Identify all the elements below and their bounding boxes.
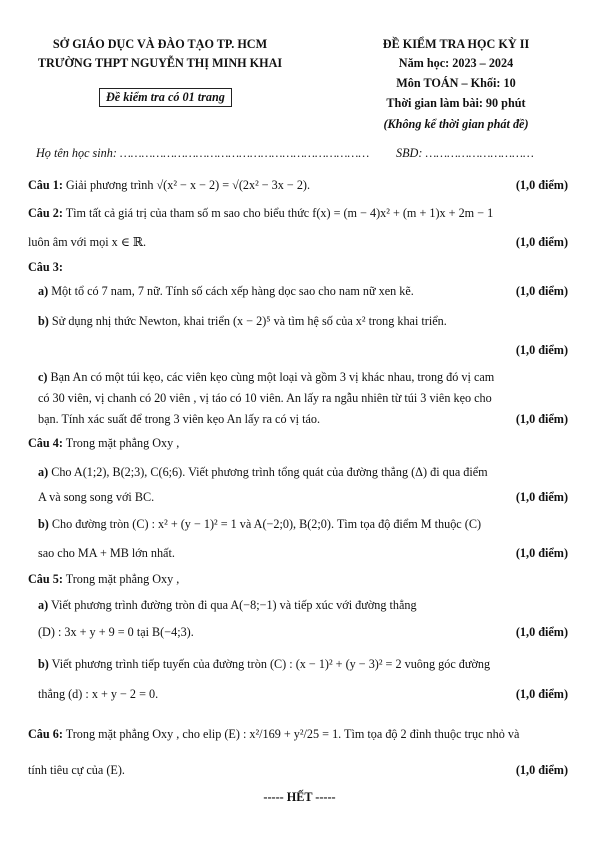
question-intro: Trong mặt phẳng Oxy , xyxy=(65,436,180,450)
part-text-cont: thẳng (d) : x + y − 2 = 0. xyxy=(38,687,159,701)
part-text-cont: (D) : 3x + y + 9 = 0 tại B(−4;3). xyxy=(38,625,194,639)
question-1 xyxy=(28,178,310,193)
score: (1,0 điểm) xyxy=(515,284,568,298)
subject: Môn TOÁN – Khối: 10 xyxy=(396,76,516,90)
question-text: Giải phương trình √(x² − x − 2) = √(2x² − 3x − 2). xyxy=(65,178,311,192)
question-label: Câu 5: xyxy=(28,572,63,586)
score: (1,0 điểm) xyxy=(515,178,568,192)
part-text: Viết phương trình tiếp tuyến của đường tròn (C) : (x − 1)² + (y − 3)² = 2 vuông góc đường xyxy=(51,657,491,671)
score: (1,0 điểm) xyxy=(515,625,568,639)
school-year: Năm học: 2023 – 2024 xyxy=(398,56,514,70)
question-3b xyxy=(38,314,447,329)
question-5a xyxy=(38,598,417,613)
question-label: Câu 6: xyxy=(28,727,63,741)
score: (1,0 điểm) xyxy=(515,235,568,249)
question-4b xyxy=(38,517,481,532)
part-text: Viết phương trình đường tròn đi qua A(−8;−1) và tiếp xúc với đường thẳng xyxy=(50,598,417,612)
part-text: Cho đường tròn (C) : x² + (y − 1)² = 1 và A(−2;0), B(2;0). Tìm tọa độ điểm M thuộc (C) xyxy=(51,517,482,531)
question-4a xyxy=(38,465,488,480)
score: (1,0 điểm) xyxy=(515,763,568,777)
part-text-cont: bạn. Tính xác suất để trong 3 viên kẹo An lấy ra có vị táo. xyxy=(38,412,321,426)
part-text: Sử dụng nhị thức Newton, khai triển (x − 2)⁵ và tìm hệ số của x² trong khai triển. xyxy=(51,314,447,328)
score: (1,0 điểm) xyxy=(515,343,568,357)
school-name: TRƯỜNG THPT NGUYỄN THỊ MINH KHAI xyxy=(37,56,283,70)
score: (1,0 điểm) xyxy=(515,490,568,504)
question-3-label: Câu 3: xyxy=(28,260,63,274)
part-text: Một tổ có 7 nam, 7 nữ. Tính số cách xếp hàng dọc sao cho nam nữ xen kẽ. xyxy=(51,284,414,298)
part-label: a) xyxy=(38,598,49,612)
question-label: Câu 4: xyxy=(28,436,63,450)
part-label: b) xyxy=(38,314,49,328)
question-6 xyxy=(28,727,519,742)
question-text-cont: tính tiêu cự của (E). xyxy=(28,763,125,777)
question-label: Câu 1: xyxy=(28,178,63,192)
part-label: a) xyxy=(38,284,49,298)
question-3a xyxy=(38,284,414,299)
part-text: Bạn An có một túi kẹo, các viên kẹo cùng một loại và gồm 3 vị khác nhau, trong đó vị cam xyxy=(50,370,495,384)
part-label: c) xyxy=(38,370,48,384)
exam-title: ĐỀ KIỂM TRA HỌC KỲ II xyxy=(382,37,530,51)
part-label: b) xyxy=(38,657,49,671)
student-name-field: Họ tên học sinh: …………………………………………………………… xyxy=(36,146,370,160)
question-4 xyxy=(28,436,179,451)
duration: Thời gian làm bài: 90 phút xyxy=(386,96,526,110)
end-marker: ----- HẾT ----- xyxy=(263,790,336,804)
question-3c xyxy=(38,370,494,385)
part-label: b) xyxy=(38,517,49,531)
part-label: a) xyxy=(38,465,49,479)
question-intro: Trong mặt phẳng Oxy , xyxy=(65,572,180,586)
question-label: Câu 2: xyxy=(28,206,63,220)
question-text: Trong mặt phẳng Oxy , cho elip (E) : x²/169 + y²/25 = 1. Tìm tọa độ 2 đỉnh thuộc trục nhỏ và xyxy=(65,727,520,741)
question-5b xyxy=(38,657,490,672)
department-name: SỞ GIÁO DỤC VÀ ĐÀO TẠO TP. HCM xyxy=(52,37,268,51)
question-text: Tìm tất cả giá trị của tham số m sao cho biểu thức f(x) = (m − 4)x² + (m + 1)x + 2m − 1 xyxy=(65,206,494,220)
question-2 xyxy=(28,206,493,221)
question-text-cont: luôn âm với mọi x ∈ ℝ. xyxy=(28,235,147,249)
pages-note: Đề kiểm tra có 01 trang xyxy=(99,88,232,107)
question-5 xyxy=(28,572,179,587)
score: (1,0 điểm) xyxy=(515,412,568,426)
part-text-cont: A và song song với BC. xyxy=(38,490,155,504)
duration-note: (Không kể thời gian phát đề) xyxy=(383,117,529,131)
score: (1,0 điểm) xyxy=(515,546,568,560)
part-text-cont: sao cho MA + MB lớn nhất. xyxy=(38,546,175,560)
part-text-cont: có 30 viên, vị chanh có 20 viên , vị táo có 10 viên. An lấy ra ngẫu nhiên từ túi 3 viên kẹo cho xyxy=(38,391,492,405)
part-text: Cho A(1;2), B(2;3), C(6;6). Viết phương trình tổng quát của đường thẳng (Δ) đi qua điểm xyxy=(51,465,488,479)
score: (1,0 điểm) xyxy=(515,687,568,701)
student-id-field: SBD: ………………………… xyxy=(396,146,534,160)
